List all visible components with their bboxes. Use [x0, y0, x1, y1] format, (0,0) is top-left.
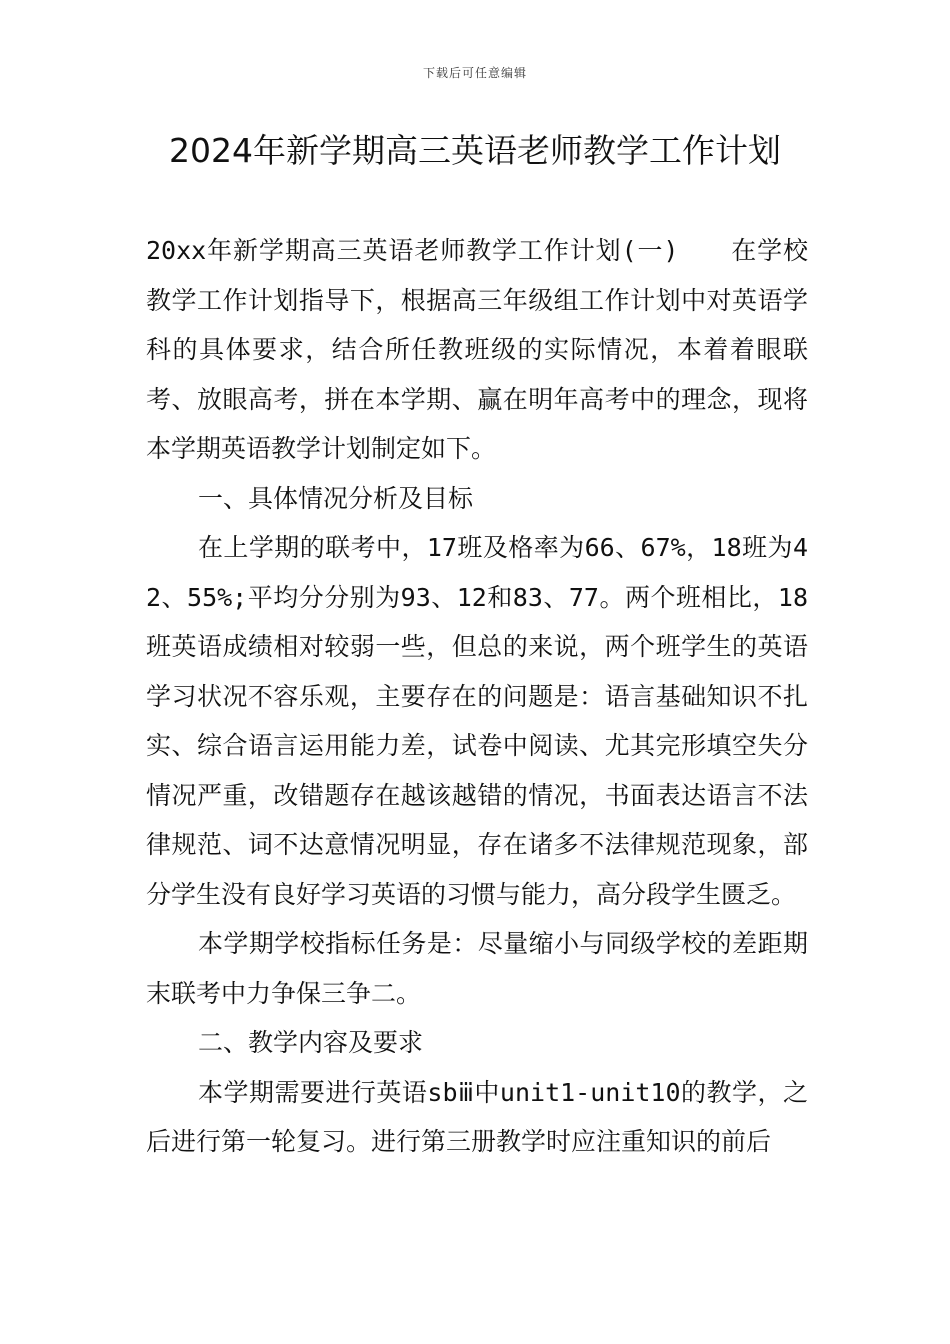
- paragraph-intro: 20xx年新学期高三英语老师教学工作计划(一) 在学校教学工作计划指导下，根据高三年级组工作计划中对英语学科的具体要求，结合所任教班级的实际情况，本着着眼联考、放眼高考，拼在本学期、赢在明年高考中的理念，现将本学期英语教学计划制定如下。: [146, 236, 808, 463]
- paragraph-target: 本学期学校指标任务是：尽量缩小与同级学校的差距期末联考中力争保三争二。: [146, 929, 808, 1008]
- header-note: 下载后可任意编辑: [422, 66, 527, 80]
- paragraph-analysis: 在上学期的联考中，17班及格率为66、67%，18班为42、55%;平均分分别为93、12和83、77。两个班相比，18班英语成绩相对较弱一些，但总的来说，两个班学生的英语学习状况不容乐观，主要存在的问题是：语言基础知识不扎实、综合语言运用能力差，试卷中阅读、尤其完形填空失分情况严重，改错题存在越该越错的情况，书面表达语言不法律规范、词不达意情况明显，存在诸多不法律规范现象，部分学生没有良好学习英语的习惯与能力，高分段学生匮乏。: [146, 533, 808, 909]
- section-heading-content: 二、教学内容及要求: [198, 1028, 424, 1057]
- paragraph-content: 本学期需要进行英语sbⅲ中unit1-unit10的教学，之后进行第一轮复习。进行第三册教学时应注重知识的前后: [146, 1077, 808, 1156]
- section-heading-analysis: 一、具体情况分析及目标: [198, 483, 474, 513]
- document-title: 2024年新学期高三英语老师教学工作计划: [169, 131, 781, 170]
- document-body: [146, 226, 808, 1167]
